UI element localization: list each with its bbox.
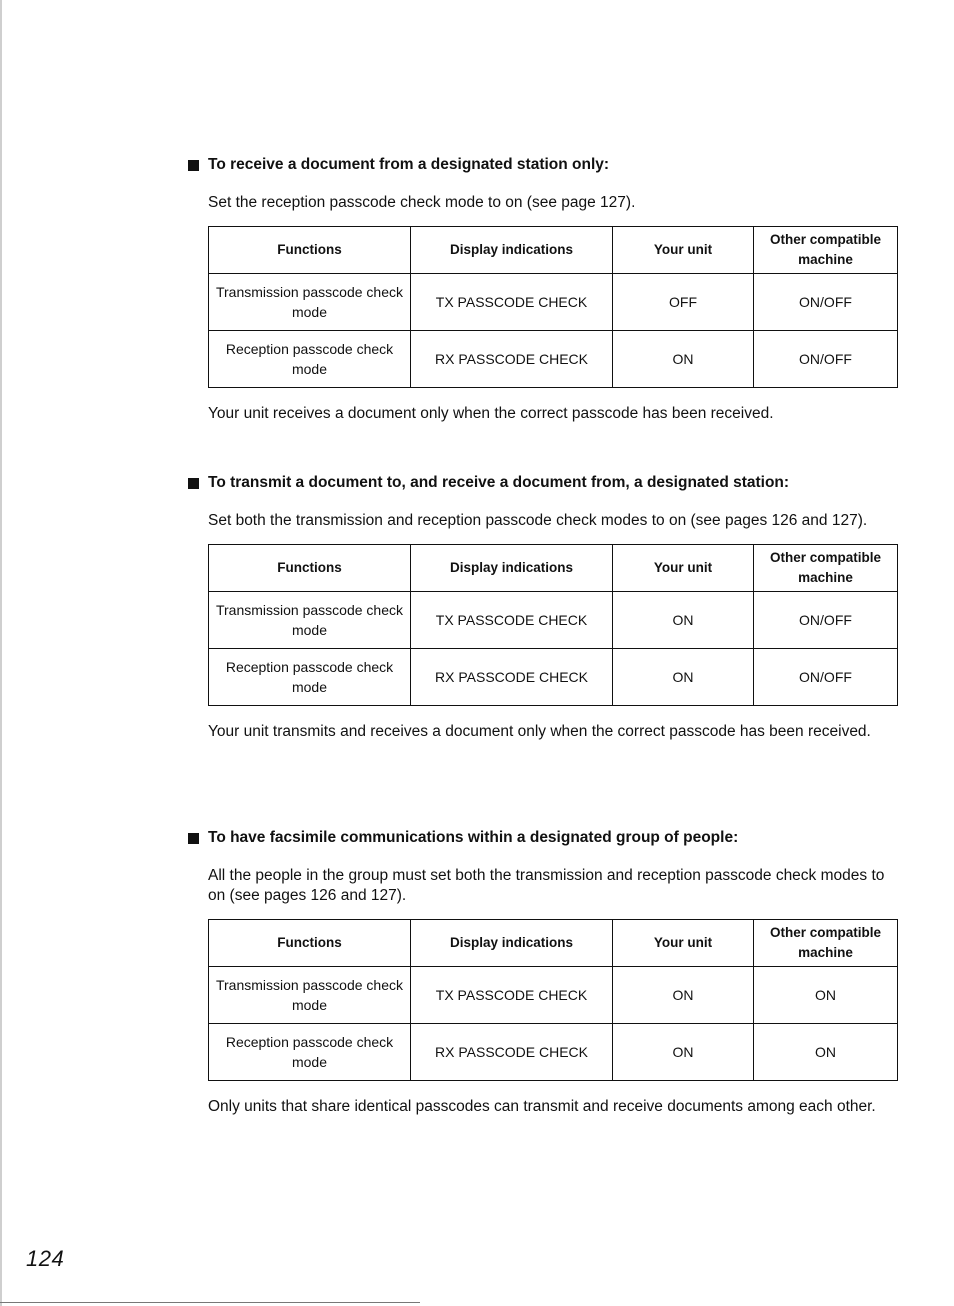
table-row — [209, 649, 898, 706]
heading-text: To have facsimile communications within a designated group of people: — [208, 829, 739, 846]
header-display-indications: Display indications — [411, 545, 613, 592]
header-display-indications: Display indications — [411, 227, 613, 274]
page-edge — [0, 0, 2, 1306]
cell-your-unit: ON — [613, 1024, 754, 1081]
square-bullet-icon — [188, 160, 199, 171]
passcode-table — [208, 544, 898, 706]
cell-your-unit: ON — [613, 592, 754, 649]
cell-display: TX PASSCODE CHECK — [411, 967, 613, 1024]
cell-display: TX PASSCODE CHECK — [411, 592, 613, 649]
square-bullet-icon — [188, 478, 199, 489]
header-other-compatible: Other compatible machine — [754, 545, 898, 592]
intro-text: All the people in the group must set both the transmission and reception passcode check modes to on (see pages 126 and 127). — [208, 867, 885, 904]
header-display-indications: Display indications — [411, 920, 613, 967]
table-header-row — [209, 545, 898, 592]
cell-function: Reception passcode check mode — [209, 331, 411, 388]
table-row — [209, 592, 898, 649]
header-your-unit: Your unit — [613, 227, 754, 274]
table-row — [209, 274, 898, 331]
heading-text: To transmit a document to, and receive a document from, a designated station: — [208, 474, 790, 491]
header-other-compatible: Other compatible machine — [754, 227, 898, 274]
table-header-row — [209, 920, 898, 967]
page-number: 124 — [26, 1246, 65, 1271]
cell-display: RX PASSCODE CHECK — [411, 1024, 613, 1081]
section-transmit-receive-designated — [188, 473, 900, 742]
intro-text: Set the reception passcode check mode to on (see page 127). — [208, 194, 636, 211]
section-receive-designated — [188, 155, 900, 424]
header-other-compatible: Other compatible machine — [754, 920, 898, 967]
cell-other: ON/OFF — [754, 331, 898, 388]
cell-other: ON/OFF — [754, 649, 898, 706]
cell-your-unit: ON — [613, 967, 754, 1024]
header-your-unit: Your unit — [613, 545, 754, 592]
cell-display: RX PASSCODE CHECK — [411, 331, 613, 388]
section-heading — [188, 828, 900, 848]
table-header-row — [209, 227, 898, 274]
cell-function: Transmission passcode check mode — [209, 592, 411, 649]
table-row — [209, 1024, 898, 1081]
cell-your-unit: ON — [613, 331, 754, 388]
section-group-communications — [188, 828, 900, 1117]
passcode-table — [208, 919, 898, 1081]
passcode-table — [208, 226, 898, 388]
bottom-rule — [0, 1302, 420, 1303]
header-functions: Functions — [209, 227, 411, 274]
cell-display: RX PASSCODE CHECK — [411, 649, 613, 706]
square-bullet-icon — [188, 833, 199, 844]
cell-other: ON/OFF — [754, 592, 898, 649]
cell-other: ON — [754, 1024, 898, 1081]
cell-function: Reception passcode check mode — [209, 1024, 411, 1081]
outro-text: Your unit receives a document only when the correct passcode has been received. — [208, 405, 774, 422]
header-functions: Functions — [209, 545, 411, 592]
cell-function: Transmission passcode check mode — [209, 967, 411, 1024]
cell-your-unit: ON — [613, 649, 754, 706]
cell-display: TX PASSCODE CHECK — [411, 274, 613, 331]
table-row — [209, 331, 898, 388]
outro-text: Only units that share identical passcodes can transmit and receive documents among each other. — [208, 1098, 876, 1115]
cell-other: ON — [754, 967, 898, 1024]
cell-other: ON/OFF — [754, 274, 898, 331]
cell-function: Reception passcode check mode — [209, 649, 411, 706]
section-heading — [188, 155, 900, 175]
header-functions: Functions — [209, 920, 411, 967]
section-heading — [188, 473, 900, 493]
outro-text: Your unit transmits and receives a document only when the correct passcode has been received. — [208, 723, 871, 740]
heading-text: To receive a document from a designated station only: — [208, 156, 610, 173]
cell-your-unit: OFF — [613, 274, 754, 331]
table-row — [209, 967, 898, 1024]
intro-text: Set both the transmission and reception passcode check modes to on (see pages 126 and 127). — [208, 512, 868, 529]
cell-function: Transmission passcode check mode — [209, 274, 411, 331]
header-your-unit: Your unit — [613, 920, 754, 967]
